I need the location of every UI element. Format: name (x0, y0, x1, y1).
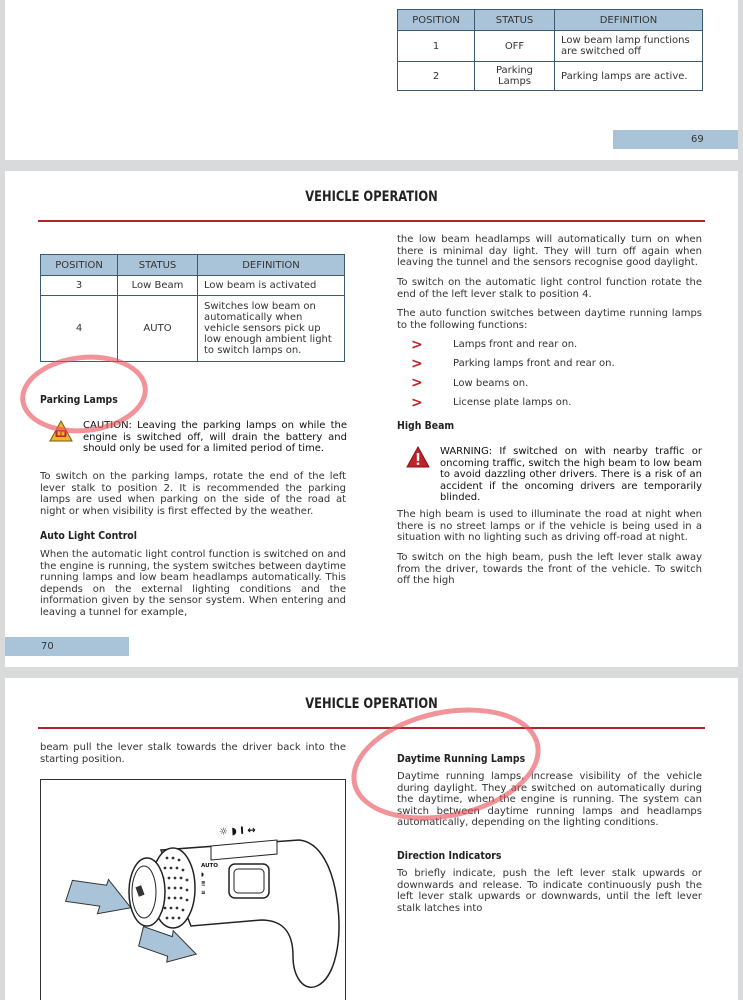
high-beam-heading: High Beam (397, 419, 455, 432)
list-item-text: Lamps front and rear on. (453, 339, 578, 351)
list-item (411, 335, 615, 354)
parking-body: To switch on the parking lamps, rotate the end of the left lever stalk to position 2. It is recommended the parking lamps are used when parking on the side of the road at night or when visibility is first effected by the weather. (40, 471, 346, 517)
stalk-side-labels (201, 862, 218, 898)
warning-triangle-icon (406, 446, 430, 468)
table-cell: Low beam lamp functions are switched off (555, 31, 703, 62)
table-cell: 1 (398, 31, 475, 62)
table-cell: OFF (475, 31, 555, 62)
manual-page-69 (5, 0, 738, 160)
high-beam-instruction: To switch on the high beam, push the left lever stalk away from the driver, towards the front of the vehicle. To switch off the high (397, 552, 702, 587)
table-cell: AUTO (118, 296, 198, 362)
column-header: POSITION (41, 255, 118, 276)
table-row (398, 31, 703, 62)
manual-page-71 (5, 678, 738, 1000)
table-cell: 3 (41, 276, 118, 296)
direction-indicators-body: To briefly indicate, push the left lever stalk upwards or downwards and release. To indicate continuously push the left lever stalk upwards or downwards, until the left lever stalk latches into (397, 868, 702, 914)
column-header: STATUS (475, 10, 555, 31)
list-item (411, 354, 615, 373)
table-row (398, 62, 703, 91)
auto-light-continued: the low beam headlamps will automatically turn on when there is minimal day light. They will turn off again when leaving the tunnel and the sensors recognise good daylight. (397, 234, 702, 269)
column-header: POSITION (398, 10, 475, 31)
red-chevron-icon: > (411, 375, 423, 392)
column-header: DEFINITION (555, 10, 703, 31)
column-header: STATUS (118, 255, 198, 276)
side-label: ≡ (201, 890, 206, 896)
auto-light-body: When the automatic light control function is switched on and the engine is running, the system switches between daytime running lamps and low beam headlamps automatically. This depends on the external lighting conditions and the information given by the sensor system. When entering and leaving a tunnel for example, (40, 549, 346, 618)
auto-function-intro: The auto function switches between daytime running lamps to the following functions: (397, 308, 702, 331)
table-cell: 4 (41, 296, 118, 362)
table-row (41, 296, 345, 362)
warning-text: WARNING: If switched on with nearby traffic or oncoming traffic, switch the high beam to low beam to avoid dazzling other drivers. There is a risk of an accident if the oncoming drivers are temporarily blinded. (440, 446, 702, 504)
warning-notice (406, 446, 702, 504)
caution-text: CAUTION: Leaving the parking lamps on while the engine is switched off, will drain the battery and should only be used for a limited period of time. (83, 420, 347, 455)
table-cell: Low beam is activated (198, 276, 345, 296)
table-cell: Switches low beam on automatically when vehicle sensors pick up low enough ambient light to switch lamps on. (198, 296, 345, 362)
header-rule (38, 727, 705, 729)
list-item-text: Parking lamps front and rear on. (453, 358, 615, 370)
high-beam-continued: beam pull the lever stalk towards the driver back into the starting position. (40, 742, 346, 765)
list-item-text: Low beams on. (453, 377, 529, 389)
auto-function-list (411, 335, 615, 412)
stalk-symbol-labels: ☼ ◗ I ↔ (218, 825, 257, 838)
auto-light-instruction: To switch on the automatic light control function rotate the end of the left lever stalk to position 4. (397, 277, 702, 300)
list-item (411, 374, 615, 393)
manual-page-70 (5, 171, 738, 667)
red-chevron-icon: > (411, 394, 423, 411)
parking-lamps-heading: Parking Lamps (40, 393, 118, 406)
table-row (41, 276, 345, 296)
table-cell: Parking lamps are active. (555, 62, 703, 91)
page-number: 70 (5, 637, 129, 656)
page-number: 69 (613, 130, 738, 149)
table-header-row (398, 10, 703, 31)
table-cell: Low Beam (118, 276, 198, 296)
auto-light-heading: Auto Light Control (40, 529, 137, 542)
table-header-row (41, 255, 345, 276)
header-rule (38, 220, 705, 222)
drl-body: Daytime running lamps, increase visibility of the vehicle during daylight. They are switched on automatically during the daytime, when the engine is running. The system can switch between daytime running lamps and headlamps automatically, depending on the lighting conditions. (397, 771, 702, 829)
list-item (411, 393, 615, 412)
direction-indicators-heading: Direction Indicators (397, 849, 502, 862)
side-label: AUTO (201, 863, 218, 869)
section-header: VEHICLE OPERATION (305, 189, 438, 205)
list-item-text: License plate lamps on. (453, 397, 572, 409)
table-cell: 2 (398, 62, 475, 91)
red-chevron-icon: > (411, 355, 423, 372)
caution-notice (49, 420, 347, 455)
caution-warning-icon (49, 420, 73, 442)
drl-heading: Daytime Running Lamps (397, 752, 526, 765)
position-status-table (40, 254, 345, 362)
section-header: VEHICLE OPERATION (305, 696, 438, 712)
side-label: ◗ (201, 872, 204, 878)
table-cell: Parking Lamps (475, 62, 555, 91)
red-chevron-icon: > (411, 336, 423, 353)
lever-stalk-illustration (41, 780, 346, 1000)
high-beam-body: The high beam is used to illuminate the road at night when there is no street lamps or if the vehicle is being used in a situation with no lighting such as driving off-road at night. (397, 509, 702, 544)
column-header: DEFINITION (198, 255, 345, 276)
position-status-table (397, 9, 703, 91)
side-label: ≣ (201, 881, 206, 887)
lever-stalk-figure (40, 779, 346, 1000)
